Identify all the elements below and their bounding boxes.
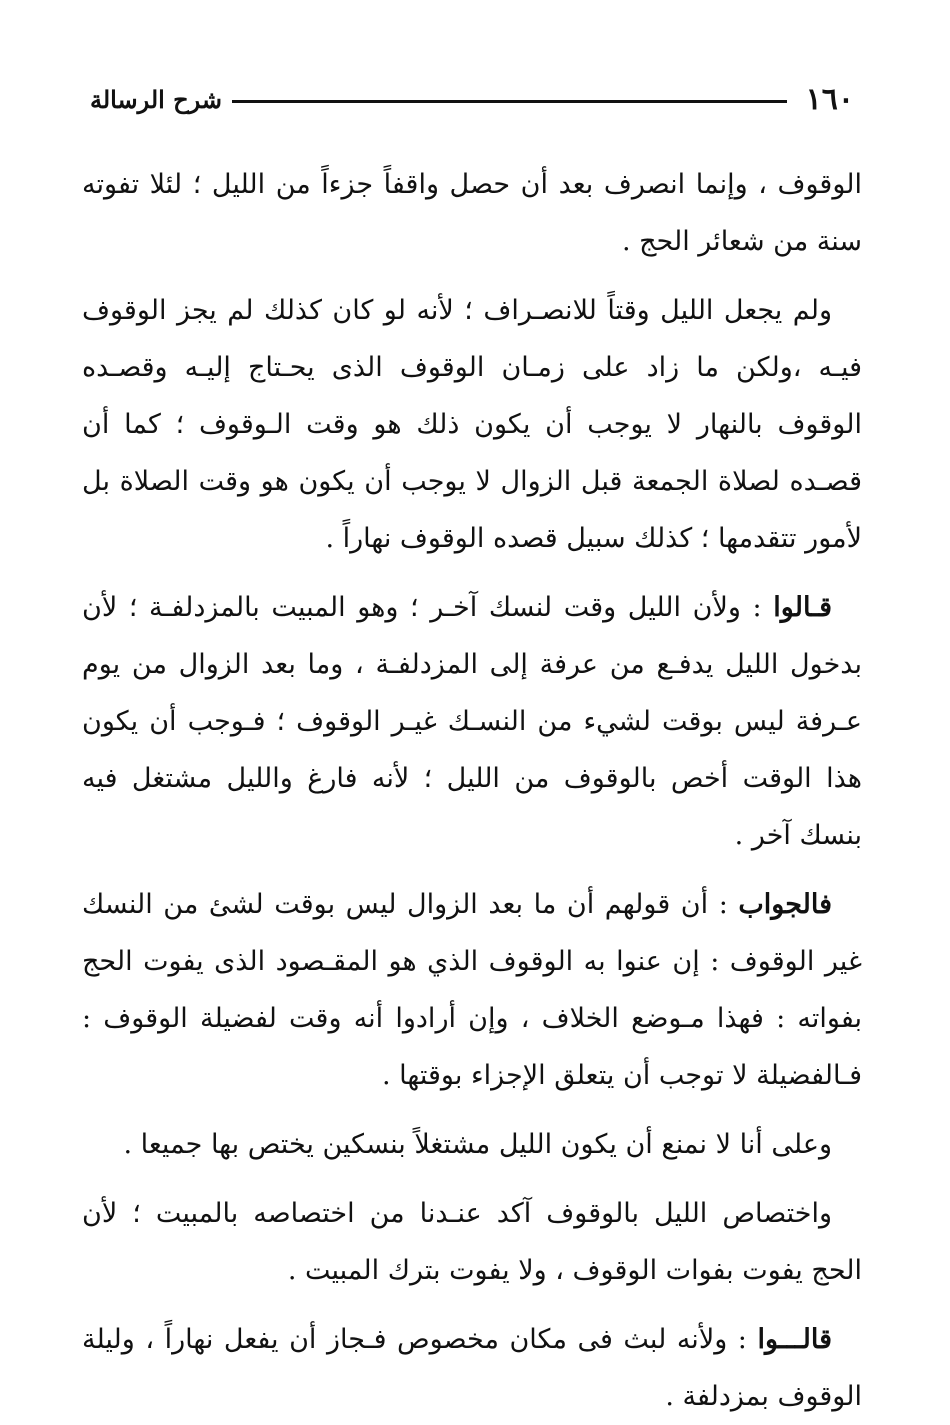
paragraph-text: : أن قولهم أن ما بعد الزوال ليس بوقت لشئ من النسك غير الوقوف : إن عنوا به الوقوف الذي هو المقـصود الذى يفوت الحج بفواته : فهذا مـوضع الخلاف ، وإن أرادوا أنه وقت لفضيلة الوقوف : فـالفضيلة لا توجب أن يتعلق الإجزاء بوقتها . (82, 889, 862, 1091)
running-title: شرح الرسالة (90, 85, 223, 114)
page-number: ١٦٠ (805, 81, 854, 117)
paragraph (82, 156, 862, 270)
paragraph-text: وعلى أنا لا نمنع أن يكون الليل مشتغلاً بنسكين يختص بها جميعا . (123, 1129, 832, 1160)
paragraph-lead-word: قالـــوا (757, 1324, 832, 1355)
paragraph (82, 876, 862, 1104)
paragraph (82, 282, 862, 567)
paragraph (82, 1185, 862, 1299)
paragraph-lead-word: فالجواب (738, 889, 832, 920)
paragraph-text: واختصاص الليل بالوقوف آكد عنـدنا من اختصاصه بالمبيت ؛ لأن الحج يفوت بفوات الوقوف ، ولا يفوت بترك المبيت . (82, 1198, 862, 1286)
paragraph-text: : ولأنه لبث فى مكان مخصوص فـجاز أن يفعل نهاراً ، وليلة الوقوف بمزدلفة . (82, 1324, 862, 1412)
header-rule (232, 100, 787, 103)
page-body (82, 156, 862, 1425)
paragraph-text: ولم يجعل الليل وقتاً للانصـراف ؛ لأنه لو كان كذلك لم يجز الوقوف فيـه ،ولكن ما زاد على زمـان الوقوف الذى يحـتاج إليـه وقصـده الوقوف بالنهار لا يوجب أن يكون ذلك هو وقت الـوقوف ؛ كما أن قصـده لصلاة الجمعة قبل الزوال لا يوجب أن يكون هو وقت الصلاة بل لأمور تتقدمها ؛ كذلك سبيل قصده الوقوف نهاراً . (82, 295, 862, 554)
page-header (82, 70, 862, 128)
book-page (82, 70, 862, 1412)
paragraph-text: الوقوف ، وإنما انصرف بعد أن حصل واقفاً جزءاً من الليل ؛ لئلا تفوته سنة من شعائر الحج . (82, 169, 862, 257)
paragraph (82, 579, 862, 864)
paragraph-lead-word: قـالوا (773, 592, 832, 623)
paragraph-text: : ولأن الليل وقت لنسك آخـر ؛ وهو المبيت بالمزدلفـة ؛ لأن بدخول الليل يدفـع من عرفة إلى المزدلفـة ، وما بعد الزوال من يوم عـرفة ليس بوقت لشيء من النسـك غيـر الوقوف ؛ فـوجب أن يكون هذا الوقت أخص بالوقوف من الليل ؛ لأنه فارغ والليل مشتغل فيه بنسك آخر . (82, 592, 862, 851)
paragraph (82, 1311, 862, 1425)
paragraph (82, 1116, 862, 1173)
